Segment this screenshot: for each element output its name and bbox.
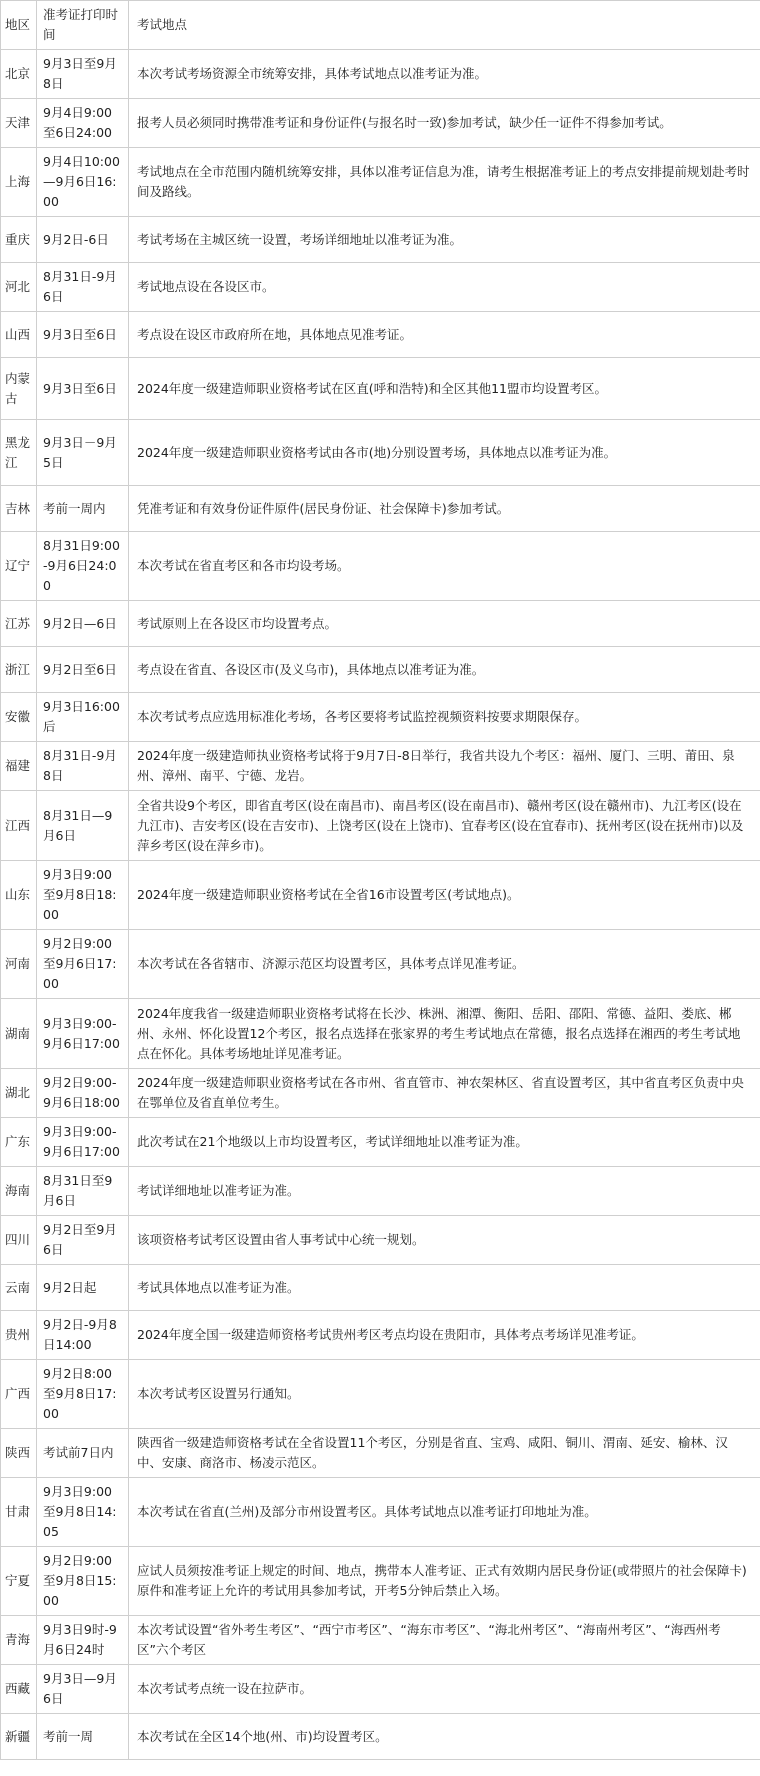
- exam-location-cell: 本次考试在各省辖市、济源示范区均设置考区，具体考点详见准考证。: [129, 930, 760, 999]
- table-row: [1, 420, 760, 486]
- header-region: 地区: [1, 1, 37, 50]
- table-row: [1, 1311, 760, 1360]
- print-time-cell: 9月2日至9月6日: [37, 1216, 129, 1265]
- exam-location-cell: 本次考试在省直考区和各市均设考场。: [129, 532, 760, 601]
- table-row: [1, 148, 760, 217]
- table-row: [1, 358, 760, 420]
- header-row: [1, 1, 760, 50]
- table-row: [1, 791, 760, 861]
- region-cell: 云南: [1, 1265, 37, 1311]
- print-time-cell: 8月31日9:00-9月6日24:00: [37, 532, 129, 601]
- print-time-cell: 9月3日－9月5日: [37, 420, 129, 486]
- table-row: [1, 1547, 760, 1616]
- exam-location-cell: 此次考试在21个地级以上市均设置考区，考试详细地址以准考证为准。: [129, 1118, 760, 1167]
- region-cell: 湖南: [1, 999, 37, 1069]
- table-row: [1, 1167, 760, 1216]
- table-row: [1, 930, 760, 999]
- table-row: [1, 217, 760, 263]
- print-time-cell: 9月2日9:00-9月6日18:00: [37, 1069, 129, 1118]
- region-cell: 河南: [1, 930, 37, 999]
- table-row: [1, 99, 760, 148]
- print-time-cell: 9月3日9时-9月6日24时: [37, 1616, 129, 1665]
- exam-location-cell: 2024年度全国一级建造师资格考试贵州考区考点均设在贵阳市，具体考点考场详见准考证。: [129, 1311, 760, 1360]
- print-time-cell: 9月3日至6日: [37, 358, 129, 420]
- region-cell: 新疆: [1, 1714, 37, 1760]
- exam-location-cell: 考试具体地点以准考证为准。: [129, 1265, 760, 1311]
- region-cell: 湖北: [1, 1069, 37, 1118]
- exam-location-cell: 考点设在设区市政府所在地，具体地点见准考证。: [129, 312, 760, 358]
- table-row: [1, 1714, 760, 1760]
- print-time-cell: 9月2日8:00至9月8日17:00: [37, 1360, 129, 1429]
- region-cell: 宁夏: [1, 1547, 37, 1616]
- exam-location-cell: 本次考试考区设置另行通知。: [129, 1360, 760, 1429]
- table-row: [1, 1265, 760, 1311]
- exam-location-cell: 2024年度一级建造师职业资格考试在全省16市设置考区(考试地点)。: [129, 861, 760, 930]
- region-cell: 内蒙古: [1, 358, 37, 420]
- region-cell: 贵州: [1, 1311, 37, 1360]
- print-time-cell: 8月31日—9月6日: [37, 791, 129, 861]
- print-time-cell: 9月2日9:00至9月6日17:00: [37, 930, 129, 999]
- table-row: [1, 1665, 760, 1714]
- region-cell: 吉林: [1, 486, 37, 532]
- print-time-cell: 9月3日—9月6日: [37, 1665, 129, 1714]
- print-time-cell: 8月31日-9月8日: [37, 742, 129, 791]
- table-row: [1, 1616, 760, 1665]
- print-time-cell: 9月3日9:00至9月8日18:00: [37, 861, 129, 930]
- region-cell: 天津: [1, 99, 37, 148]
- print-time-cell: 9月2日—6日: [37, 601, 129, 647]
- print-time-cell: 考前一周内: [37, 486, 129, 532]
- region-cell: 四川: [1, 1216, 37, 1265]
- exam-location-cell: 凭准考证和有效身份证件原件(居民身份证、社会保障卡)参加考试。: [129, 486, 760, 532]
- table-row: [1, 1069, 760, 1118]
- exam-location-cell: 本次考试考点统一设在拉萨市。: [129, 1665, 760, 1714]
- table-row: [1, 1478, 760, 1547]
- region-cell: 北京: [1, 50, 37, 99]
- exam-location-cell: 本次考试设置“省外考生考区”、“西宁市考区”、“海东市考区”、“海北州考区”、“海南州考区”、“海西州考区”六个考区: [129, 1616, 760, 1665]
- region-cell: 甘肃: [1, 1478, 37, 1547]
- print-time-cell: 8月31日-9月6日: [37, 263, 129, 312]
- table-row: [1, 486, 760, 532]
- exam-location-cell: 应试人员须按准考证上规定的时间、地点，携带本人准考证、正式有效期内居民身份证(或带照片的社会保障卡)原件和准考证上允许的考试用具参加考试，开考5分钟后禁止入场。: [129, 1547, 760, 1616]
- exam-location-cell: 2024年度我省一级建造师职业资格考试将在长沙、株洲、湘潭、衡阳、岳阳、邵阳、常德、益阳、娄底、郴州、永州、怀化设置12个考区，报名点选择在张家界的考生考试地点在常德，报名点选择在湘西的考生考试地点在怀化。具体考场地址详见准考证。: [129, 999, 760, 1069]
- exam-location-cell: 考点设在省直、各设区市(及义乌市)，具体地点以准考证为准。: [129, 647, 760, 693]
- print-time-cell: 考试前7日内: [37, 1429, 129, 1478]
- exam-location-cell: 本次考试在省直(兰州)及部分市州设置考区。具体考试地点以准考证打印地址为准。: [129, 1478, 760, 1547]
- table-row: [1, 312, 760, 358]
- exam-location-cell: 本次考试考场资源全市统筹安排，具体考试地点以准考证为准。: [129, 50, 760, 99]
- table-row: [1, 693, 760, 742]
- table-row: [1, 1360, 760, 1429]
- print-time-cell: 9月2日至6日: [37, 647, 129, 693]
- region-cell: 山西: [1, 312, 37, 358]
- print-time-cell: 9月2日9:00至9月8日15:00: [37, 1547, 129, 1616]
- header-print-time: 准考证打印时间: [37, 1, 129, 50]
- region-cell: 青海: [1, 1616, 37, 1665]
- region-cell: 陕西: [1, 1429, 37, 1478]
- table-row: [1, 1216, 760, 1265]
- exam-location-cell: 考试地点设在各设区市。: [129, 263, 760, 312]
- table-row: [1, 263, 760, 312]
- table-row: [1, 1118, 760, 1167]
- region-cell: 江苏: [1, 601, 37, 647]
- print-time-cell: 9月2日-9月8日14:00: [37, 1311, 129, 1360]
- region-cell: 西藏: [1, 1665, 37, 1714]
- print-time-cell: 9月3日9:00-9月6日17:00: [37, 999, 129, 1069]
- exam-location-cell: 该项资格考试考区设置由省人事考试中心统一规划。: [129, 1216, 760, 1265]
- print-time-cell: 8月31日至9月6日: [37, 1167, 129, 1216]
- header-exam-location: 考试地点: [129, 1, 760, 50]
- exam-location-cell: 2024年度一级建造师职业资格考试在各市州、省直管市、神农架林区、省直设置考区，其中省直考区负责中央在鄂单位及省直单位考生。: [129, 1069, 760, 1118]
- exam-location-cell: 2024年度一级建造师职业资格考试在区直(呼和浩特)和全区其他11盟市均设置考区。: [129, 358, 760, 420]
- table-row: [1, 601, 760, 647]
- exam-location-cell: 报考人员必须同时携带准考证和身份证件(与报名时一致)参加考试，缺少任一证件不得参加考试。: [129, 99, 760, 148]
- print-time-cell: 9月3日9:00-9月6日17:00: [37, 1118, 129, 1167]
- print-time-cell: 9月3日至9月8日: [37, 50, 129, 99]
- print-time-cell: 考前一周: [37, 1714, 129, 1760]
- table-row: [1, 647, 760, 693]
- print-time-cell: 9月3日9:00至9月8日14:05: [37, 1478, 129, 1547]
- table-row: [1, 50, 760, 99]
- region-cell: 辽宁: [1, 532, 37, 601]
- print-time-cell: 9月4日10:00—9月6日16:00: [37, 148, 129, 217]
- exam-location-cell: 全省共设9个考区，即省直考区(设在南昌市)、南昌考区(设在南昌市)、赣州考区(设在赣州市)、九江考区(设在九江市)、吉安考区(设在吉安市)、上饶考区(设在上饶市)、宜春考区(设在宜春市)、抚州考区(设在抚州市)以及萍乡考区(设在萍乡市)。: [129, 791, 760, 861]
- table-row: [1, 999, 760, 1069]
- exam-location-cell: 陕西省一级建造师资格考试在全省设置11个考区，分别是省直、宝鸡、咸阳、铜川、渭南、延安、榆林、汉中、安康、商洛市、杨凌示范区。: [129, 1429, 760, 1478]
- region-cell: 上海: [1, 148, 37, 217]
- print-time-cell: 9月3日16:00后: [37, 693, 129, 742]
- region-cell: 黑龙江: [1, 420, 37, 486]
- exam-location-cell: 考试地点在全市范围内随机统筹安排，具体以准考证信息为准，请考生根据准考证上的考点安排提前规划赴考时间及路线。: [129, 148, 760, 217]
- region-cell: 山东: [1, 861, 37, 930]
- print-time-cell: 9月4日9:00至6日24:00: [37, 99, 129, 148]
- exam-location-cell: 本次考试在全区14个地(州、市)均设置考区。: [129, 1714, 760, 1760]
- table-row: [1, 532, 760, 601]
- region-cell: 海南: [1, 1167, 37, 1216]
- exam-location-cell: 2024年度一级建造师职业资格考试由各市(地)分别设置考场，具体地点以准考证为准。: [129, 420, 760, 486]
- region-cell: 福建: [1, 742, 37, 791]
- region-cell: 浙江: [1, 647, 37, 693]
- print-time-cell: 9月2日起: [37, 1265, 129, 1311]
- region-cell: 重庆: [1, 217, 37, 263]
- exam-location-cell: 2024年度一级建造师执业资格考试将于9月7日-8日举行，我省共设九个考区：福州、厦门、三明、莆田、泉州、漳州、南平、宁德、龙岩。: [129, 742, 760, 791]
- exam-location-cell: 本次考试考点应选用标准化考场，各考区要将考试监控视频资料按要求期限保存。: [129, 693, 760, 742]
- exam-location-cell: 考试原则上在各设区市均设置考点。: [129, 601, 760, 647]
- region-cell: 广西: [1, 1360, 37, 1429]
- region-cell: 河北: [1, 263, 37, 312]
- exam-location-cell: 考试考场在主城区统一设置，考场详细地址以准考证为准。: [129, 217, 760, 263]
- print-time-cell: 9月3日至6日: [37, 312, 129, 358]
- region-cell: 广东: [1, 1118, 37, 1167]
- table-row: [1, 1429, 760, 1478]
- region-cell: 安徽: [1, 693, 37, 742]
- exam-location-cell: 考试详细地址以准考证为准。: [129, 1167, 760, 1216]
- print-time-cell: 9月2日-6日: [37, 217, 129, 263]
- table-row: [1, 742, 760, 791]
- region-cell: 江西: [1, 791, 37, 861]
- table-row: [1, 861, 760, 930]
